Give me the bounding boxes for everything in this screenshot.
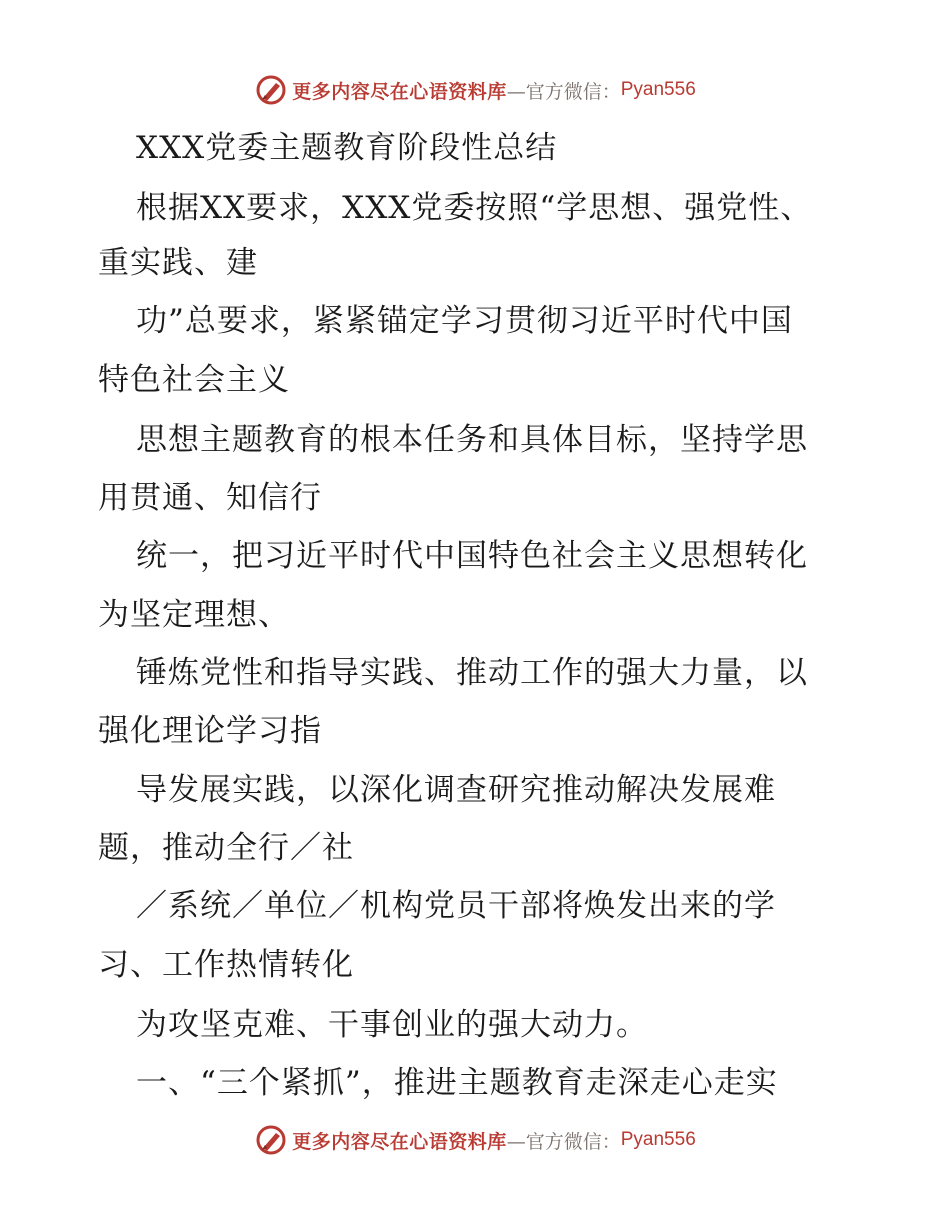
paragraph-line: 为坚定理想、 xyxy=(98,597,290,633)
banner-label: —官方微信： xyxy=(506,1130,621,1153)
document-title: XXX党委主题教育阶段性总结 xyxy=(136,130,558,166)
pen-logo-icon xyxy=(254,73,288,107)
section-heading: 一、“三个紧抓”，推进主题教育走深走心走实 xyxy=(136,1065,778,1101)
banner-wechat-id: Pyan556 xyxy=(620,1129,696,1150)
banner-wechat-id: Pyan556 xyxy=(620,79,696,100)
paragraph-line: 习、工作热情转化 xyxy=(98,947,354,983)
banner-label: —官方微信： xyxy=(506,80,621,103)
paragraph-line: ／系统／单位／机构党员干部将焕发出来的学 xyxy=(136,888,776,924)
paragraph-line: 思想主题教育的根本任务和具体目标，坚持学思 xyxy=(136,422,808,458)
banner-title: 更多内容尽在心语资料库 xyxy=(292,80,507,103)
paragraph-line: 功”总要求，紧紧锚定学习贯彻习近平时代中国 xyxy=(136,303,793,339)
paragraph-line: 特色社会主义 xyxy=(98,362,290,398)
paragraph-line: 题，推动全行／社 xyxy=(98,830,354,866)
pen-logo-icon xyxy=(254,1123,288,1157)
header-banner xyxy=(0,70,950,110)
paragraph-line: 锤炼党性和指导实践、推动工作的强大力量，以 xyxy=(136,655,808,691)
paragraph-line: 统一，把习近平时代中国特色社会主义思想转化 xyxy=(136,538,808,574)
footer-banner xyxy=(0,1120,950,1160)
paragraph-line: 根据XX要求，XXX党委按照“学思想、强党性、 xyxy=(136,190,813,226)
paragraph-line: 强化理论学习指 xyxy=(98,713,322,749)
banner-title: 更多内容尽在心语资料库 xyxy=(292,1130,507,1153)
paragraph-line: 为攻坚克难、干事创业的强大动力。 xyxy=(136,1007,648,1043)
paragraph-line: 重实践、建 xyxy=(98,245,258,281)
paragraph-line: 用贯通、知信行 xyxy=(98,480,322,516)
paragraph-line: 导发展实践，以深化调查研究推动解决发展难 xyxy=(136,772,776,808)
